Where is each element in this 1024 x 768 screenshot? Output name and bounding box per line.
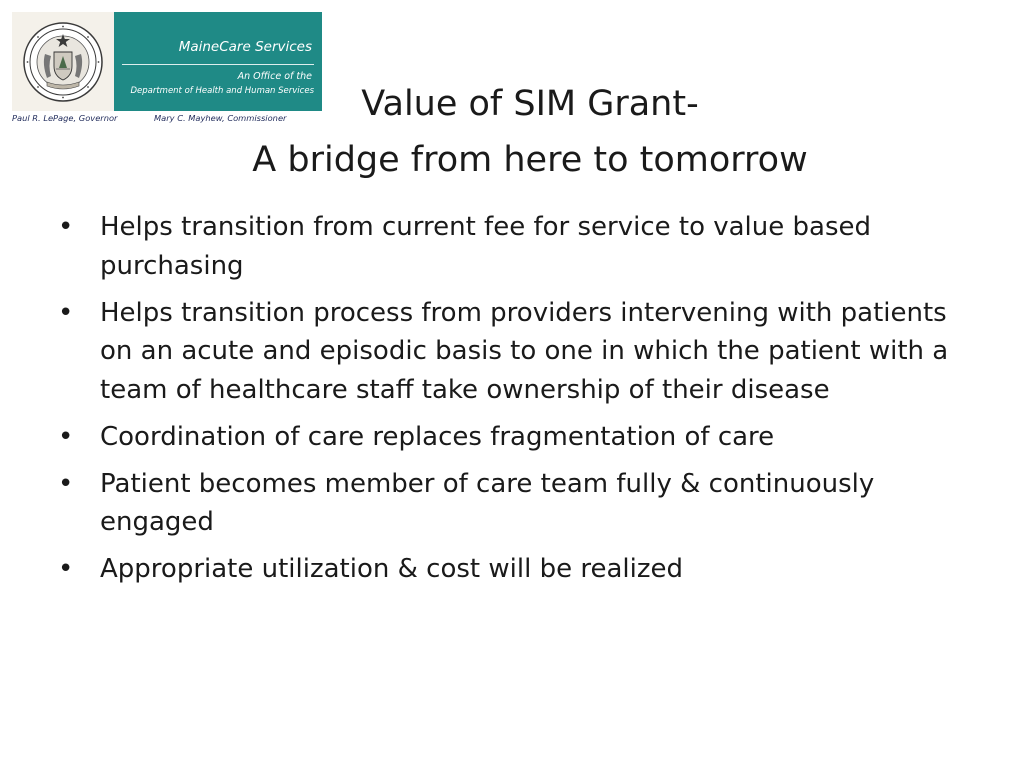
state-seal-icon (23, 22, 103, 102)
list-item (58, 465, 978, 542)
logo-subtitle-1: An Office of the (237, 71, 312, 82)
slide-title-line-1: Value of SIM Grant- (361, 84, 699, 124)
list-item (58, 294, 978, 410)
bullet-list (58, 208, 978, 597)
bullet-text: Coordination of care replaces fragmentation of care (100, 421, 775, 452)
logo-divider (122, 64, 314, 65)
logo-org-name: MaineCare Services (178, 39, 312, 55)
bullet-marker: • (58, 554, 74, 584)
bullet-marker: • (58, 297, 74, 328)
list-item (58, 418, 978, 457)
seal-panel (12, 12, 114, 111)
bullet-text: Appropriate utilization & cost will be realized (100, 554, 683, 584)
bullet-text: Helps transition from current fee for service to value based purchasing (100, 212, 871, 281)
bullet-text: Helps transition process from providers intervening with patients on an acute and episodic basis to one in which the patient with a team of healthcare staff take ownership of their disease (100, 297, 949, 405)
bullet-marker: • (58, 468, 74, 499)
bullet-text: Patient becomes member of care team fully & continuously engaged (100, 468, 875, 537)
logo-subtitle-2: Department of Health and Human Services (130, 86, 314, 96)
bullet-marker: • (58, 421, 74, 452)
slide-title-line-2: A bridge from here to tomorrow (252, 140, 808, 180)
list-item (58, 550, 978, 589)
commissioner-caption: Mary C. Mayhew, Commissioner (154, 113, 287, 123)
list-item (58, 208, 978, 285)
bullet-marker: • (58, 212, 74, 242)
governor-caption: Paul R. LePage, Governor (12, 113, 118, 123)
